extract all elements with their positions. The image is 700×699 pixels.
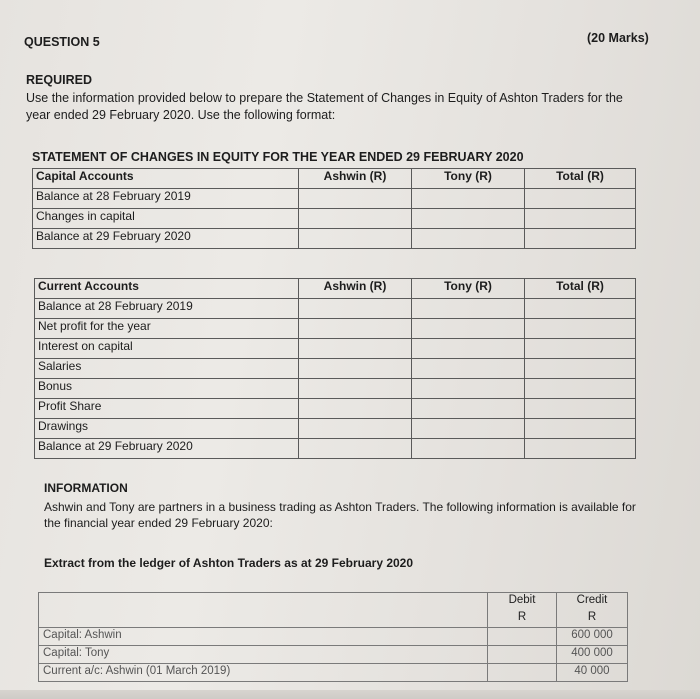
table-row bbox=[35, 439, 636, 459]
tony-cell[interactable] bbox=[412, 299, 525, 319]
ashwin-cell[interactable] bbox=[299, 419, 412, 439]
total-cell[interactable] bbox=[525, 299, 636, 319]
table-row bbox=[35, 379, 636, 399]
table-row bbox=[35, 419, 636, 439]
total-cell[interactable] bbox=[525, 359, 636, 379]
ledger-label: Capital: Ashwin bbox=[39, 628, 488, 646]
statement-title: STATEMENT OF CHANGES IN EQUITY FOR THE YEAR ENDED 29 FEBRUARY 2020 bbox=[32, 150, 524, 164]
ashwin-column-header: Ashwin (R) bbox=[299, 169, 412, 189]
table-row bbox=[33, 229, 636, 249]
information-text: Ashwin and Tony are partners in a business trading as Ashton Traders. The following information is available for the financial year ended 29 February 2020: bbox=[44, 500, 636, 530]
ledger-table bbox=[38, 592, 628, 682]
question-title: QUESTION 5 bbox=[24, 35, 100, 49]
capital-accounts-table bbox=[32, 168, 636, 249]
table-header-row bbox=[33, 169, 636, 189]
tony-cell[interactable] bbox=[412, 229, 525, 249]
credit-unit: R bbox=[557, 610, 628, 628]
ashwin-cell[interactable] bbox=[299, 229, 412, 249]
ledger-debit bbox=[488, 664, 557, 682]
ashwin-cell[interactable] bbox=[299, 379, 412, 399]
tony-column-header: Tony (R) bbox=[412, 169, 525, 189]
ledger-debit bbox=[488, 628, 557, 646]
ledger-header-row bbox=[39, 593, 628, 611]
total-cell[interactable] bbox=[525, 229, 636, 249]
total-cell[interactable] bbox=[525, 339, 636, 359]
ledger-label: Current a/c: Ashwin (01 March 2019) bbox=[39, 664, 488, 682]
row-label: Salaries bbox=[35, 359, 299, 379]
table-row bbox=[39, 646, 628, 664]
table-row bbox=[35, 359, 636, 379]
ledger-credit: 400 000 bbox=[557, 646, 628, 664]
capital-accounts-header: Capital Accounts bbox=[33, 169, 299, 189]
ashwin-cell[interactable] bbox=[299, 439, 412, 459]
tony-cell[interactable] bbox=[412, 359, 525, 379]
table-row bbox=[39, 628, 628, 646]
tony-column-header: Tony (R) bbox=[412, 279, 525, 299]
total-cell[interactable] bbox=[525, 439, 636, 459]
credit-header: Credit bbox=[557, 593, 628, 611]
ledger-credit: 600 000 bbox=[557, 628, 628, 646]
total-column-header: Total (R) bbox=[525, 279, 636, 299]
tony-cell[interactable] bbox=[412, 419, 525, 439]
information-heading: INFORMATION bbox=[44, 481, 128, 495]
ashwin-cell[interactable] bbox=[299, 339, 412, 359]
tony-cell[interactable] bbox=[412, 439, 525, 459]
row-label: Bonus bbox=[35, 379, 299, 399]
total-cell[interactable] bbox=[525, 399, 636, 419]
row-label: Balance at 29 February 2020 bbox=[33, 229, 299, 249]
ledger-extract-title: Extract from the ledger of Ashton Traders as at 29 February 2020 bbox=[44, 556, 414, 570]
table-header-row bbox=[35, 279, 636, 299]
table-row bbox=[35, 319, 636, 339]
table-row bbox=[35, 339, 636, 359]
table-row bbox=[39, 664, 628, 682]
table-row bbox=[35, 299, 636, 319]
total-cell[interactable] bbox=[525, 209, 636, 229]
ledger-unit-spacer bbox=[39, 610, 488, 628]
ashwin-cell[interactable] bbox=[299, 189, 412, 209]
ashwin-cell[interactable] bbox=[299, 209, 412, 229]
total-cell[interactable] bbox=[525, 189, 636, 209]
ashwin-cell[interactable] bbox=[299, 319, 412, 339]
required-instructions: Use the information provided below to prepare the Statement of Changes in Equity of Ashton Traders for the year ended 29 February 2020. Use the following format: bbox=[26, 91, 623, 122]
total-column-header: Total (R) bbox=[525, 169, 636, 189]
table-row bbox=[35, 399, 636, 419]
ledger-description-header bbox=[39, 593, 488, 611]
total-cell[interactable] bbox=[525, 319, 636, 339]
row-label: Interest on capital bbox=[35, 339, 299, 359]
current-accounts-header: Current Accounts bbox=[35, 279, 299, 299]
row-label: Changes in capital bbox=[33, 209, 299, 229]
table-row bbox=[33, 209, 636, 229]
row-label: Drawings bbox=[35, 419, 299, 439]
tony-cell[interactable] bbox=[412, 209, 525, 229]
ledger-unit-row bbox=[39, 610, 628, 628]
row-label: Balance at 28 February 2019 bbox=[35, 299, 299, 319]
table-row bbox=[33, 189, 636, 209]
ledger-credit: 40 000 bbox=[557, 664, 628, 682]
row-label: Balance at 29 February 2020 bbox=[35, 439, 299, 459]
tony-cell[interactable] bbox=[412, 189, 525, 209]
tony-cell[interactable] bbox=[412, 319, 525, 339]
marks-label: (20 Marks) bbox=[587, 31, 649, 45]
ashwin-cell[interactable] bbox=[299, 299, 412, 319]
page-bottom-shadow bbox=[0, 690, 700, 699]
ashwin-column-header: Ashwin (R) bbox=[299, 279, 412, 299]
debit-unit: R bbox=[488, 610, 557, 628]
required-heading: REQUIRED bbox=[26, 73, 92, 87]
tony-cell[interactable] bbox=[412, 399, 525, 419]
row-label: Profit Share bbox=[35, 399, 299, 419]
total-cell[interactable] bbox=[525, 379, 636, 399]
ashwin-cell[interactable] bbox=[299, 399, 412, 419]
debit-header: Debit bbox=[488, 593, 557, 611]
row-label: Balance at 28 February 2019 bbox=[33, 189, 299, 209]
total-cell[interactable] bbox=[525, 419, 636, 439]
ledger-debit bbox=[488, 646, 557, 664]
ashwin-cell[interactable] bbox=[299, 359, 412, 379]
ledger-label: Capital: Tony bbox=[39, 646, 488, 664]
tony-cell[interactable] bbox=[412, 339, 525, 359]
current-accounts-table bbox=[34, 278, 636, 459]
row-label: Net profit for the year bbox=[35, 319, 299, 339]
tony-cell[interactable] bbox=[412, 379, 525, 399]
